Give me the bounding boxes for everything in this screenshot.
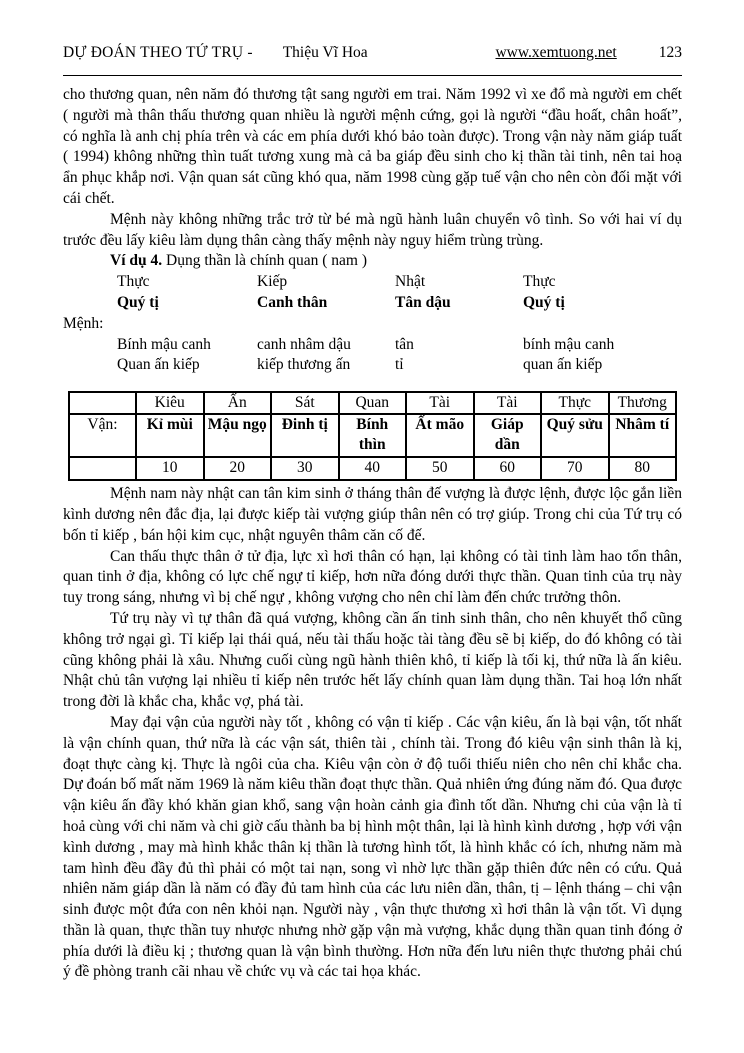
page-number: 123 xyxy=(658,44,682,61)
luck-cell-empty xyxy=(69,392,136,414)
luck-god-7: Thực xyxy=(541,392,609,414)
hidden-gods-4: quan ấn kiếp xyxy=(523,356,603,374)
luck-pillar-8: Nhâm tí xyxy=(609,414,677,457)
luck-age-6: 60 xyxy=(474,457,542,480)
luck-pillar-6: Giáp dần xyxy=(474,414,542,457)
luck-pillar-5: Ất mão xyxy=(406,414,474,457)
luck-table-age-row xyxy=(69,457,676,480)
luck-age-4: 40 xyxy=(339,457,407,480)
website-link[interactable]: www.xemtuong.net xyxy=(495,44,617,61)
luck-cycle-table xyxy=(68,391,677,481)
example-title: Dụng thần là chính quan ( nam ) xyxy=(162,252,368,270)
luck-god-6: Tài xyxy=(474,392,542,414)
pillar-type-year: Thực xyxy=(523,273,556,291)
hidden-gods-3: tỉ xyxy=(395,356,404,374)
paragraph-4: Can thấu thực thân ở tử địa, lực xì hơi thân có hạn, lại không có tài tinh làm hao tổn thân, quan tinh ở địa, không có lực chế ngự tỉ kiếp, hơn nữa đóng dưới thực thần. Quan tinh của trụ này tuy trong sáng, nhưng vì bị chế ngự , không vượng cho nên chỉ làm đến chức trưởng thôn. xyxy=(63,547,682,607)
luck-age-1: 10 xyxy=(136,457,204,480)
luck-god-5: Tài xyxy=(406,392,474,414)
luck-pillar-4: Bính thìn xyxy=(339,414,407,457)
pillar-type-day: Kiếp xyxy=(257,273,288,291)
page-header xyxy=(63,44,682,62)
luck-cell-empty xyxy=(69,457,136,480)
pillar-stem-3: Tân dậu xyxy=(395,293,451,311)
hidden-gods-2: kiếp thương ấn xyxy=(257,356,351,374)
example-label: Ví dụ 4. xyxy=(110,252,163,270)
pillar-type-row xyxy=(63,272,682,293)
luck-god-4: Quan xyxy=(339,392,407,414)
pillar-hidden-stems-row xyxy=(63,335,682,356)
paragraph-2: Mệnh này không những trắc trở từ bé mà ngũ hành luân chuyển vô tình. So với hai ví dụ trước đều lấy kiêu làm dụng thân càng thấy mệnh này nguy hiểm trùng trùng. xyxy=(63,210,682,249)
example-heading xyxy=(63,251,682,272)
luck-god-1: Kiêu xyxy=(136,392,204,414)
luck-age-3: 30 xyxy=(271,457,339,480)
luck-age-2: 20 xyxy=(204,457,272,480)
luck-god-2: Ấn xyxy=(204,392,272,414)
menh-label: Mệnh: xyxy=(63,314,104,332)
four-pillars-chart xyxy=(63,272,682,376)
hidden-gods-1: Quan ấn kiếp xyxy=(117,356,200,374)
luck-pillar-2: Mậu ngọ xyxy=(204,414,272,457)
hidden-stems-2: canh nhâm dậu xyxy=(257,335,351,353)
hidden-stems-4: bính mậu canh xyxy=(523,335,615,353)
pillar-type-hour: Thực xyxy=(117,273,150,291)
luck-pillar-1: Kỉ mùi xyxy=(136,414,204,457)
luck-pillar-7: Quý sửu xyxy=(541,414,609,457)
luck-pillar-3: Đinh tị xyxy=(271,414,339,457)
luck-god-8: Thương xyxy=(609,392,677,414)
pillar-hidden-gods-row xyxy=(63,355,682,376)
luck-age-7: 70 xyxy=(541,457,609,480)
pillar-stem-2: Canh thân xyxy=(257,293,328,311)
luck-god-3: Sát xyxy=(271,392,339,414)
paragraph-3: Mệnh nam này nhật can tân kim sinh ở tháng thân đế vượng là được lệnh, được lộc gắn liền kình dương nên đắc địa, lại được kiếp tài vượng giúp thân nên có trợ giúp. Trong chi của Tứ trụ có bốn tỉ kiếp , bán hội kim cục, nhật nguyên thâm căn cố đế. xyxy=(63,485,682,544)
book-title: DỰ ĐOÁN THEO TỨ TRỤ - xyxy=(63,44,253,61)
hidden-stems-3: tân xyxy=(395,335,414,353)
luck-age-8: 80 xyxy=(609,457,677,480)
luck-table-god-row xyxy=(69,392,676,414)
paragraph-1: cho thương quan, nên năm đó thương tật sang người em trai. Năm 1992 vì xe đổ mà người em chết ( người mà thân thấu thương quan nhiều là người mệnh cứng, gọi là người “đầu hoất, chân hoất”, có nghĩa là anh chị phía trên và các em phía dưới khó bảo toàn được). Trong vận này năm giáp tuất ( 1994) không những thìn tuất tương xung mà cả ba giáp đều sinh cho kị thần tài tinh, nên tai hoạ ẩn phục khắp nơi. Vận quan sát cũng khó qua, năm 1998 cùng gặp tuế vận cho nên còn đối mặt với cái chết. xyxy=(63,86,682,207)
pillar-type-month: Nhật xyxy=(395,273,426,291)
paragraph-5: Tứ trụ này vì tự thân đã quá vượng, không cần ấn tinh sinh thân, cho nên khuyết thổ cũng không trở ngại gì. Tỉ kiếp lại thái quá, nếu tài thấu hoặc tài tàng đều sẽ bị kiếp, do đó không có tài cũng không phải là xâu. Nhưng cuối cùng ngũ hành thiên khô, tỉ kiếp là tối kị, thứ nữa là ấn kiêu. Nhật chủ tân vượng lại nhiều tỉ kiếp nên trước hết lấy chính quan làm dụng thần. Tai hoạ lớn nhất trong đời là khắc cha, khắc vợ, phá tài. xyxy=(63,609,682,711)
luck-table-pillar-row xyxy=(69,414,676,457)
author-name: Thiệu Vĩ Hoa xyxy=(282,44,368,61)
luck-row-label: Vận: xyxy=(69,414,136,457)
pillar-stem-1: Quý tị xyxy=(117,293,159,311)
pillar-stem-4: Quý tị xyxy=(523,293,565,311)
header-rule xyxy=(63,75,682,76)
hidden-stems-1: Bính mậu canh xyxy=(117,335,211,353)
paragraph-6: May đại vận của người này tốt , không có vận tỉ kiếp . Các vận kiêu, ấn là bại vận, tốt nhất là vận chính quan, thứ nữa là các vận sát, thiên tài , chính tài. Trong đó kiêu vận sinh thân là kị, đoạt thực càng kị. Thực là ngôi của cha. Kiêu vận còn ở độ tuổi thiếu niên cho nên chỉ khắc cha. Dự đoán bố mất năm 1969 là năm kiêu thần đoạt thực thần. Quả nhiên ứng đúng năm đó. Qua được vận kiêu ấn đầy khó khăn gian khổ, sang vận hoàn cảnh gia đình tốt dần. Nhưng chi của vận là tỉ hoả cùng với chi năm và chi giờ cấu thành ba bị hình một thân, lại là hình kình dương , hợp với vận kình dương , may mà hình khắc thân kị thần là tương hình tốt, là hình khắc có ích, nhưng năm mà tam hình đều đầy đủ thì phải có một tai nạn, song vì nhờ lực thần gặp thiên đức nên có cứu. Quả nhiên năm giáp dần là năm có đầy đủ tam hình của các lưu niên dần, thân, tị – lệnh tháng – chi vận sinh được một đứa con nên khỏi nạn. Người này , vận thực thương xì hơi thân là vận tốt. Vì dụng thần là quan, thực thần tuy nhược nhưng nhờ gặp vận mà vượng, khắc dụng thần quan tinh đóng ở phía dưới là điều kị ; thương quan là vận bình thường. Hơn nữa đến lưu niên thực thương phải chú ý đề phòng tranh cãi nhau về chức vụ và các tai họa khác. xyxy=(63,713,682,981)
pillar-stem-row xyxy=(63,293,682,314)
luck-age-5: 50 xyxy=(406,457,474,480)
